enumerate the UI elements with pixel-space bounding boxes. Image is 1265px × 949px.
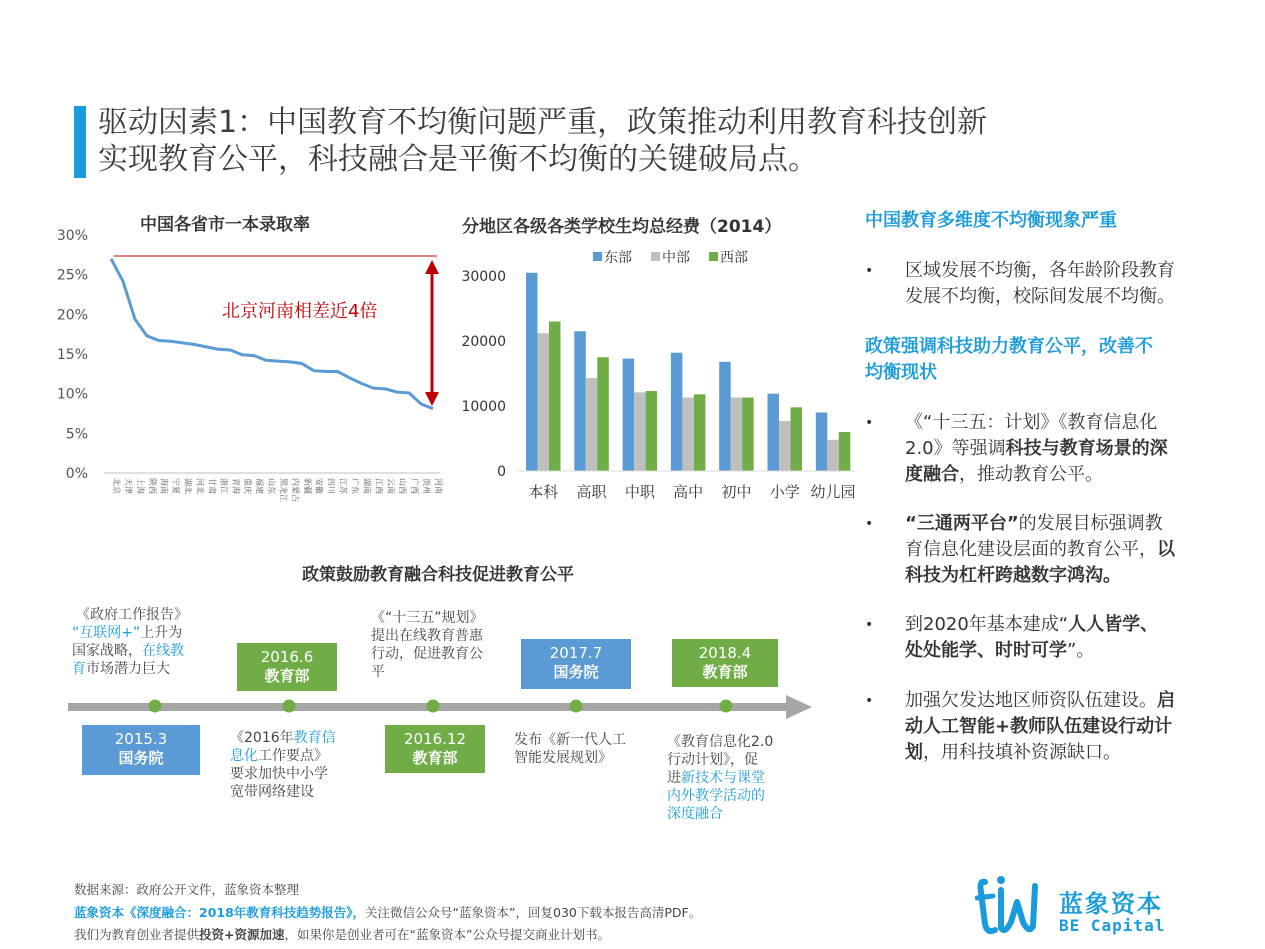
line-chart-x-label: 黑龙江 [278, 478, 288, 502]
timeline-dot [570, 700, 583, 713]
line-chart-x-label: 河北 [195, 478, 205, 494]
timeline-note-2015: 《政府工作报告》 “互联网+”上升为 国家战略，在线教 育市场潜力巨大 [72, 607, 188, 677]
bar-chart-y-tick: 0 [497, 464, 506, 480]
line-chart-x-label: 广东 [350, 478, 360, 494]
line-chart-title: 中国各省市一本录取率 [140, 215, 310, 235]
right-heading-2: 政策强调科技助力教育公平，改善不 均衡现状 [865, 336, 1153, 383]
timeline-dot [720, 700, 733, 713]
line-chart-x-label: 江苏 [338, 478, 348, 494]
bar-初中-东部 [719, 362, 731, 471]
bar-chart-legend-swatch [593, 252, 602, 261]
line-chart-x-label: 重庆 [243, 478, 253, 494]
line-chart-y-tick: 30% [56, 228, 88, 244]
line-chart-x-label: 广西 [410, 478, 420, 494]
timeline-dot [149, 700, 162, 713]
line-chart-x-label: 海南 [159, 478, 169, 494]
bar-幼儿园-东部 [816, 413, 828, 472]
bar-chart-legend-label: 中部 [662, 250, 690, 266]
line-chart-y-tick: 5% [65, 426, 88, 443]
line-chart-x-label: 陕西 [147, 478, 157, 494]
logo-subtitle: BE Capital [1059, 916, 1166, 935]
bar-高职-西部 [597, 357, 609, 471]
line-chart-x-label: 云南 [386, 478, 396, 494]
timeline-dot [283, 700, 296, 713]
bar-chart-legend-swatch [651, 252, 660, 261]
line-chart-annotation: 北京河南相差近4倍 [222, 301, 378, 322]
line-chart-x-label: 宁夏 [171, 478, 181, 494]
footer-report-line: 蓝象资本《深度融合：2018年教育科技趋势报告》，关注微信公众号“蓝象资本”，回复030下载本报告高清PDF。 [74, 905, 702, 920]
bar-chart-y-tick: 20000 [461, 334, 506, 350]
line-chart-x-label: 上海 [135, 478, 145, 494]
bullet-1: • 区域发展不均衡，各年龄阶段教育 发展不均衡，校际间发展不均衡。 [865, 260, 1175, 307]
line-chart-x-label: 青海 [231, 478, 241, 494]
bar-高中-西部 [694, 394, 706, 471]
bullet-dot: • [865, 516, 874, 532]
line-chart-x-label: 江西 [374, 478, 384, 494]
title-accent-bar [74, 106, 86, 178]
bar-chart-y-tick: 30000 [461, 269, 506, 285]
line-chart [0, 220, 460, 510]
bar-小学-西部 [791, 407, 803, 471]
bar-chart-title: 分地区各级各类学校生均总经费（2014） [462, 217, 782, 237]
line-chart-x-label: 山西 [398, 478, 408, 494]
line-chart-x-label: 湖南 [362, 478, 372, 494]
line-chart-y-tick: 15% [56, 347, 88, 363]
bar-chart-x-label: 中职 [624, 483, 655, 501]
bar-高职-中部 [586, 378, 598, 471]
footer-source: 数据来源：政府公开文件，蓝象资本整理 [74, 882, 300, 897]
bar-chart-x-label: 高职 [576, 483, 607, 501]
bullet-3: • “三通两平台”的发展目标强调教 育信息化建设层面的教育公平，以 科技为杠杆跨越数字鸿沟。 [865, 513, 1175, 586]
bar-中职-西部 [646, 391, 658, 471]
difference-arrow [425, 260, 439, 406]
timeline-dot [427, 700, 440, 713]
line-chart-x-label: 安徽 [314, 478, 324, 494]
logo-mark-icon [975, 872, 1055, 940]
bar-小学-中部 [779, 421, 791, 471]
bullet-dot: • [865, 617, 874, 633]
line-chart-x-label: 河南 [434, 478, 443, 494]
timeline-note-2017-7: 发布《新一代人工 智能发展规划》 [514, 732, 626, 766]
be-capital-logo [975, 872, 1245, 942]
timeline-box-2016-6: 2016.6 教育部 [237, 643, 337, 691]
line-chart-x-label: 北京 [112, 478, 121, 494]
bullet-dot: • [865, 415, 874, 431]
page-title-line1: 驱动因素1：中国教育不均衡问题严重，政策推动利用教育科技创新 [98, 105, 988, 140]
line-chart-x-label: 贵州 [422, 478, 432, 494]
line-chart-x-label: 新疆 [302, 478, 312, 494]
line-chart-x-label: 福建 [255, 478, 265, 494]
bar-高职-东部 [574, 331, 586, 471]
timeline-box-2015-3: 2015.3 国务院 [82, 725, 200, 775]
line-chart-series [111, 259, 433, 409]
bar-chart-x-label: 本科 [528, 483, 559, 501]
logo-name: 蓝象资本 [1059, 890, 1163, 918]
bar-chart-x-label: 高中 [673, 483, 704, 501]
bar-本科-东部 [526, 273, 538, 471]
bar-chart-x-label: 幼儿园 [810, 483, 856, 501]
timeline-title: 政策鼓励教育融合科技促进教育公平 [302, 565, 574, 585]
bar-本科-中部 [538, 333, 550, 471]
page-title-line2: 实现教育公平，科技融合是平衡不均衡的关键破局点。 [98, 142, 818, 177]
timeline-note-2016-12: 《“十三五”规划》 提出在线教育普惠 行动，促进教育公 平 [371, 610, 484, 680]
bar-幼儿园-中部 [827, 440, 839, 471]
bar-chart-legend-label: 东部 [604, 250, 632, 266]
line-chart-x-label: 天津 [123, 478, 133, 494]
bar-小学-东部 [768, 394, 780, 471]
timeline-note-2018-4: 《教育信息化2.0 行动计划》，促 进新技术与课堂 内外教学活动的 深度融合 [667, 734, 774, 822]
line-chart-x-label: 内蒙古 [290, 478, 300, 502]
bar-本科-西部 [549, 322, 561, 472]
bullet-2: • 《“十三五：计划》《教育信息化 2.0》等强调科技与教育场景的深 度融合，推动教育公平。 [865, 412, 1168, 485]
line-chart-y-tick: 25% [56, 267, 88, 284]
bar-chart [450, 240, 870, 510]
bullet-4: • 到2020年基本建成“人人皆学、 处处能学、时时可学”。 [865, 614, 1159, 661]
bar-chart-x-label: 小学 [769, 483, 800, 501]
bullet-dot: • [865, 693, 874, 709]
bar-初中-中部 [731, 398, 743, 471]
line-chart-y-tick: 20% [56, 307, 88, 324]
bar-高中-中部 [682, 398, 694, 471]
bar-初中-西部 [742, 398, 754, 471]
bullet-dot: • [865, 263, 874, 279]
timeline-note-2016-6: 《2016年教育信 息化工作要点》 要求加快中小学 宽带网络建设 [230, 730, 336, 800]
line-chart-x-label: 甘肃 [207, 478, 217, 494]
line-chart-x-label: 浙江 [219, 478, 229, 494]
bar-幼儿园-西部 [839, 432, 851, 471]
bar-chart-legend-label: 西部 [720, 250, 748, 266]
line-chart-x-label: 四川 [326, 478, 336, 494]
line-chart-x-label: 湖北 [183, 478, 193, 494]
line-chart-y-tick: 10% [56, 386, 88, 403]
bar-chart-legend-swatch [709, 252, 718, 261]
bullet-5: • 加强欠发达地区师资队伍建设。启 动人工智能+教师队伍建设行动计 划，用科技填补资源缺口。 [865, 690, 1175, 763]
bar-chart-x-label: 初中 [721, 483, 752, 501]
timeline-box-2018-4: 2018.4 教育部 [672, 639, 778, 687]
bar-中职-中部 [634, 392, 646, 471]
line-chart-y-tick: 0% [65, 466, 88, 482]
bar-高中-东部 [671, 353, 683, 471]
right-heading-1: 中国教育多维度不均衡现象严重 [865, 210, 1117, 231]
page-title [98, 104, 987, 178]
timeline-box-2017-7: 2017.7 国务院 [521, 639, 631, 689]
bar-chart-y-tick: 10000 [461, 399, 506, 415]
timeline-box-2016-12: 2016.12 教育部 [385, 725, 485, 773]
footer-invest-line: 我们为教育创业者提供投资+资源加速，如果你是创业者可在“蓝象资本”公众号提交商业计划书。 [74, 927, 610, 942]
timeline-arrow [60, 690, 820, 726]
bar-中职-东部 [623, 359, 635, 471]
line-chart-x-label: 山东 [267, 478, 277, 494]
